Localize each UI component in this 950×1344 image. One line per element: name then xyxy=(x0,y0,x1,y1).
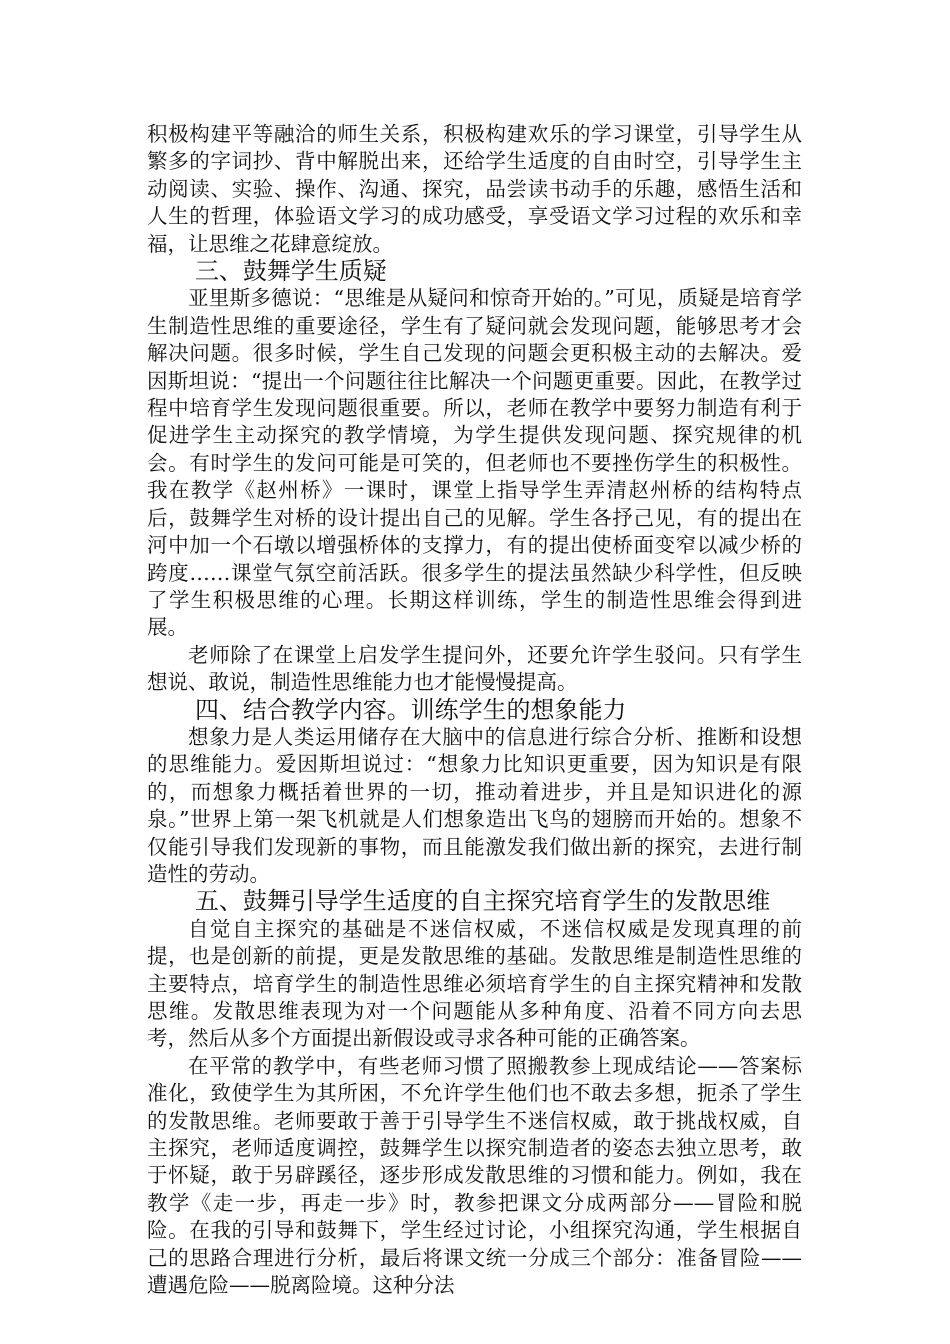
paragraph-questioning: 亚里斯多德说：“思维是从疑问和惊奇开始的。”可见，质疑是培育学生制造性思维的重要途径，学生有了疑问就会发现问题，能够思考才会解决问题。很多时候，学生自己发现的问题会更积极主动的去解决。爱因斯坦说：“提出一个问题往往比解决一个问题更重要。因此，在教学过程中培育学生发现问题很重要。所以，老师在教学中要努力制造有利于促进学生主动探究的教学情境，为学生提供发现问题、探究规律的机会。有时学生的发问可能是可笑的，但老师也不要挫伤学生的积极性。我在教学《赵州桥》一课时，课堂上指导学生弄清赵州桥的结构特点后，鼓舞学生对桥的设计提出自己的见解。学生各抒己见，有的提出在河中加一个石墩以增强桥体的支撑力，有的提出使桥面变窄以减少桥的跨度……课堂气氛空前活跃。很多学生的提法虽然缺少科学性，但反映了学生积极思维的心理。长期这样训练，学生的制造性思维会得到进展。 xyxy=(147,286,802,640)
section-heading-5: 五、鼓舞引导学生适度的自主探究培育学生的发散思维 xyxy=(194,887,771,916)
section-heading-4: 四、结合教学内容。训练学生的想象能力 xyxy=(194,695,627,724)
document-page xyxy=(147,121,802,1299)
paragraph-imagination: 想象力是人类运用储存在大脑中的信息进行综合分析、推断和设想的思维能力。爱因斯坦说过：“想象力比知识更重要，因为知识是有限的，而想象力概括着世界的一切，推动着进步，并且是知识进化的源泉。”世界上第一架飞机就是人们想象造出飞鸟的翅膀而开始的。想象不仅能引导我们发现新的事物，而且能激发我们做出新的探究，去进行制造性的劳动。 xyxy=(147,724,802,886)
paragraph-rebuttal: 老师除了在课堂上启发学生提问外，还要允许学生驳问。只有学生想说、敢说，制造性思维能力也才能慢慢提高。 xyxy=(147,642,802,695)
paragraph-divergent-thinking: 自觉自主探究的基础是不迷信权威，不迷信权威是发现真理的前提，也是创新的前提，更是发散思维的基础。发散思维是制造性思维的主要特点，培育学生的制造性思维必须培育学生的自主探究精神和发散思维。发散思维表现为对一个问题能从多种角度、沿着不同方向去思考，然后从多个方面提出新假设或寻求各种可能的正确答案。 xyxy=(147,916,802,1051)
paragraph-intro: 积极构建平等融洽的师生关系，积极构建欢乐的学习课堂，引导学生从繁多的字词抄、背中解脱出来，还给学生适度的自由时空，引导学生主动阅读、实验、操作、沟通、探究，品尝读书动手的乐趣，感悟生活和人生的哲理，体验语文学习的成功感受，享受语文学习过程的欢乐和幸福，让思维之花肆意绽放。 xyxy=(147,122,802,256)
section-heading-3: 三、鼓舞学生质疑 xyxy=(194,257,387,286)
paragraph-teaching-example: 在平常的教学中，有些老师习惯了照搬教参上现成结论——答案标准化，致使学生为其所困，不允许学生他们也不敢去多想，扼杀了学生的发散思维。老师要敢于善于引导学生不迷信权威，敢于挑战权威，自主探究，老师适度调控，鼓舞学生以探究制造者的姿态去独立思考，敢于怀疑，敢于另辟蹊径，逐步形成发散思维的习惯和能力。例如，我在教学《走一步，再走一步》时，教参把课文分成两部分——冒险和脱险。在我的引导和鼓舞下，学生经过讨论，小组探究沟通，学生根据自己的思路合理进行分析，最后将课文统一分成三个部分：准备冒险——遭遇危险——脱离险境。这种分法 xyxy=(147,1053,802,1298)
